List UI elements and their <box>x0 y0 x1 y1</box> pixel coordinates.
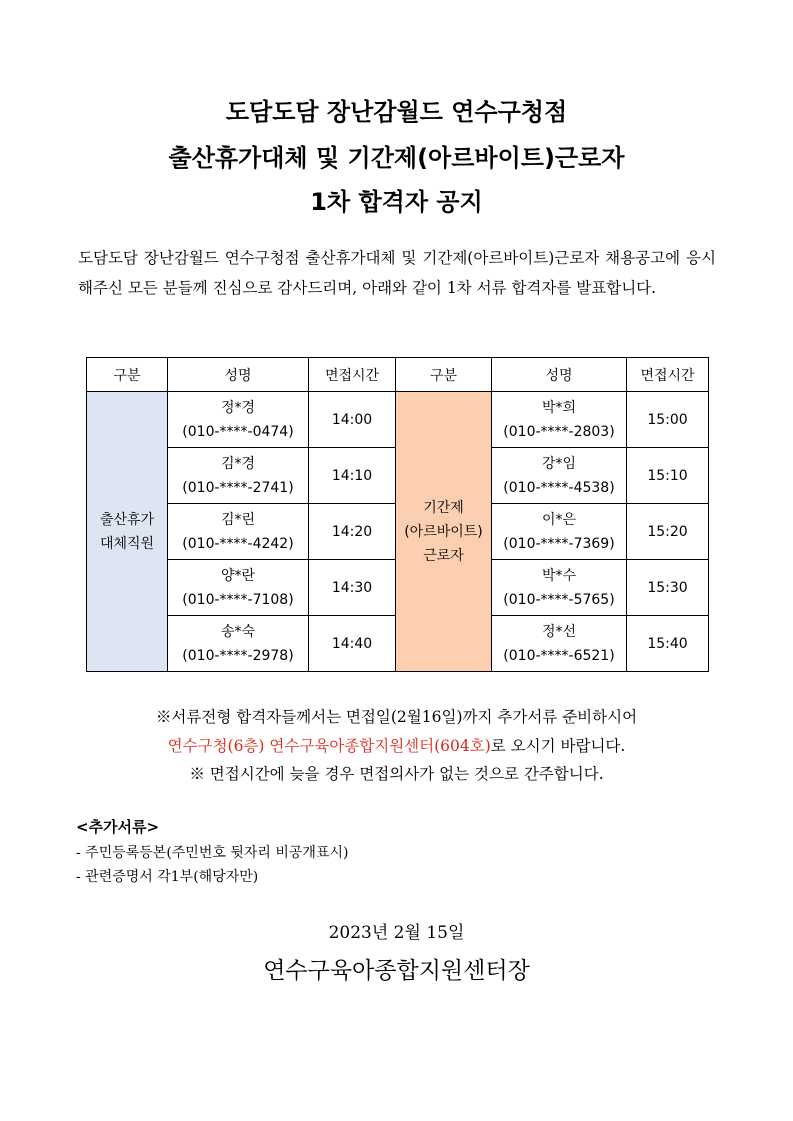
applicant-cell: 김*경 (010-****-2741) <box>168 448 309 504</box>
table-header-row <box>87 358 709 392</box>
notice-line-1: ※서류전형 합격자들께서는 면접일(2월16일)까지 추가서류 준비하시어 <box>155 708 638 726</box>
category-maternity-replacement: 출산휴가 대체직원 <box>87 392 168 672</box>
title-line-3: 1차 합격자 공지 <box>310 188 483 216</box>
interview-time: 15:10 <box>627 448 709 504</box>
applicant-cell: 정*경 (010-****-0474) <box>168 392 309 448</box>
title-line-2: 출산휴가대체 및 기간제(아르바이트)근로자 <box>168 144 625 172</box>
applicant-cell: 김*린 (010-****-4242) <box>168 504 309 560</box>
additional-doc-item: - 주민등록등본(주민번호 뒷자리 비공개표시) <box>76 845 349 861</box>
notice-line-2-rest: 로 오시기 바랍니다. <box>490 737 626 755</box>
header-category: 구분 <box>87 358 168 392</box>
applicant-cell: 송*숙 (010-****-2978) <box>168 616 309 672</box>
header-name: 성명 <box>492 358 627 392</box>
interview-time: 14:30 <box>309 560 396 616</box>
results-table <box>86 357 709 672</box>
applicant-cell: 박*수 (010-****-5765) <box>492 560 627 616</box>
interview-time: 15:00 <box>627 392 709 448</box>
intro-paragraph: 도담도담 장난감월드 연수구청점 출산휴가대체 및 기간제(아르바이트)근로자 채용공고에 응시해주신 모든 분들께 진심으로 감사드리며, 아래와 같이 1차 서류 합격자를 발표합니다. <box>78 249 716 297</box>
interview-time: 14:00 <box>309 392 396 448</box>
additional-docs-title: <추가서류> <box>76 818 160 836</box>
title-line-1: 도담도담 장난감월드 연수구청점 <box>225 98 568 126</box>
notice-date: 2023년 2월 15일 <box>328 923 465 943</box>
applicant-cell: 박*희 (010-****-2803) <box>492 392 627 448</box>
header-time: 면접시간 <box>627 358 709 392</box>
category-part-time-worker: 기간제 (아르바이트) 근로자 <box>396 392 492 672</box>
notice-location: 연수구청(6층) 연수구육아종합지원센터(604호) <box>167 737 491 755</box>
notice-line-3: ※ 면접시간에 늦을 경우 면접의사가 없는 것으로 간주합니다. <box>189 765 604 783</box>
additional-doc-item: - 관련증명서 각1부(해당자만) <box>76 869 259 885</box>
interview-time: 14:10 <box>309 448 396 504</box>
interview-time: 15:20 <box>627 504 709 560</box>
notice-line-2 <box>0 734 793 756</box>
interview-time: 14:40 <box>309 616 396 672</box>
header-time: 면접시간 <box>309 358 396 392</box>
applicant-cell: 강*임 (010-****-4538) <box>492 448 627 504</box>
interview-time: 15:30 <box>627 560 709 616</box>
applicant-cell: 양*란 (010-****-7108) <box>168 560 309 616</box>
signatory: 연수구육아종합지원센터장 <box>263 958 530 984</box>
header-name: 성명 <box>168 358 309 392</box>
table-row <box>87 392 709 448</box>
applicant-cell: 이*은 (010-****-7369) <box>492 504 627 560</box>
applicant-cell: 정*선 (010-****-6521) <box>492 616 627 672</box>
header-category: 구분 <box>396 358 492 392</box>
interview-time: 15:40 <box>627 616 709 672</box>
interview-time: 14:20 <box>309 504 396 560</box>
